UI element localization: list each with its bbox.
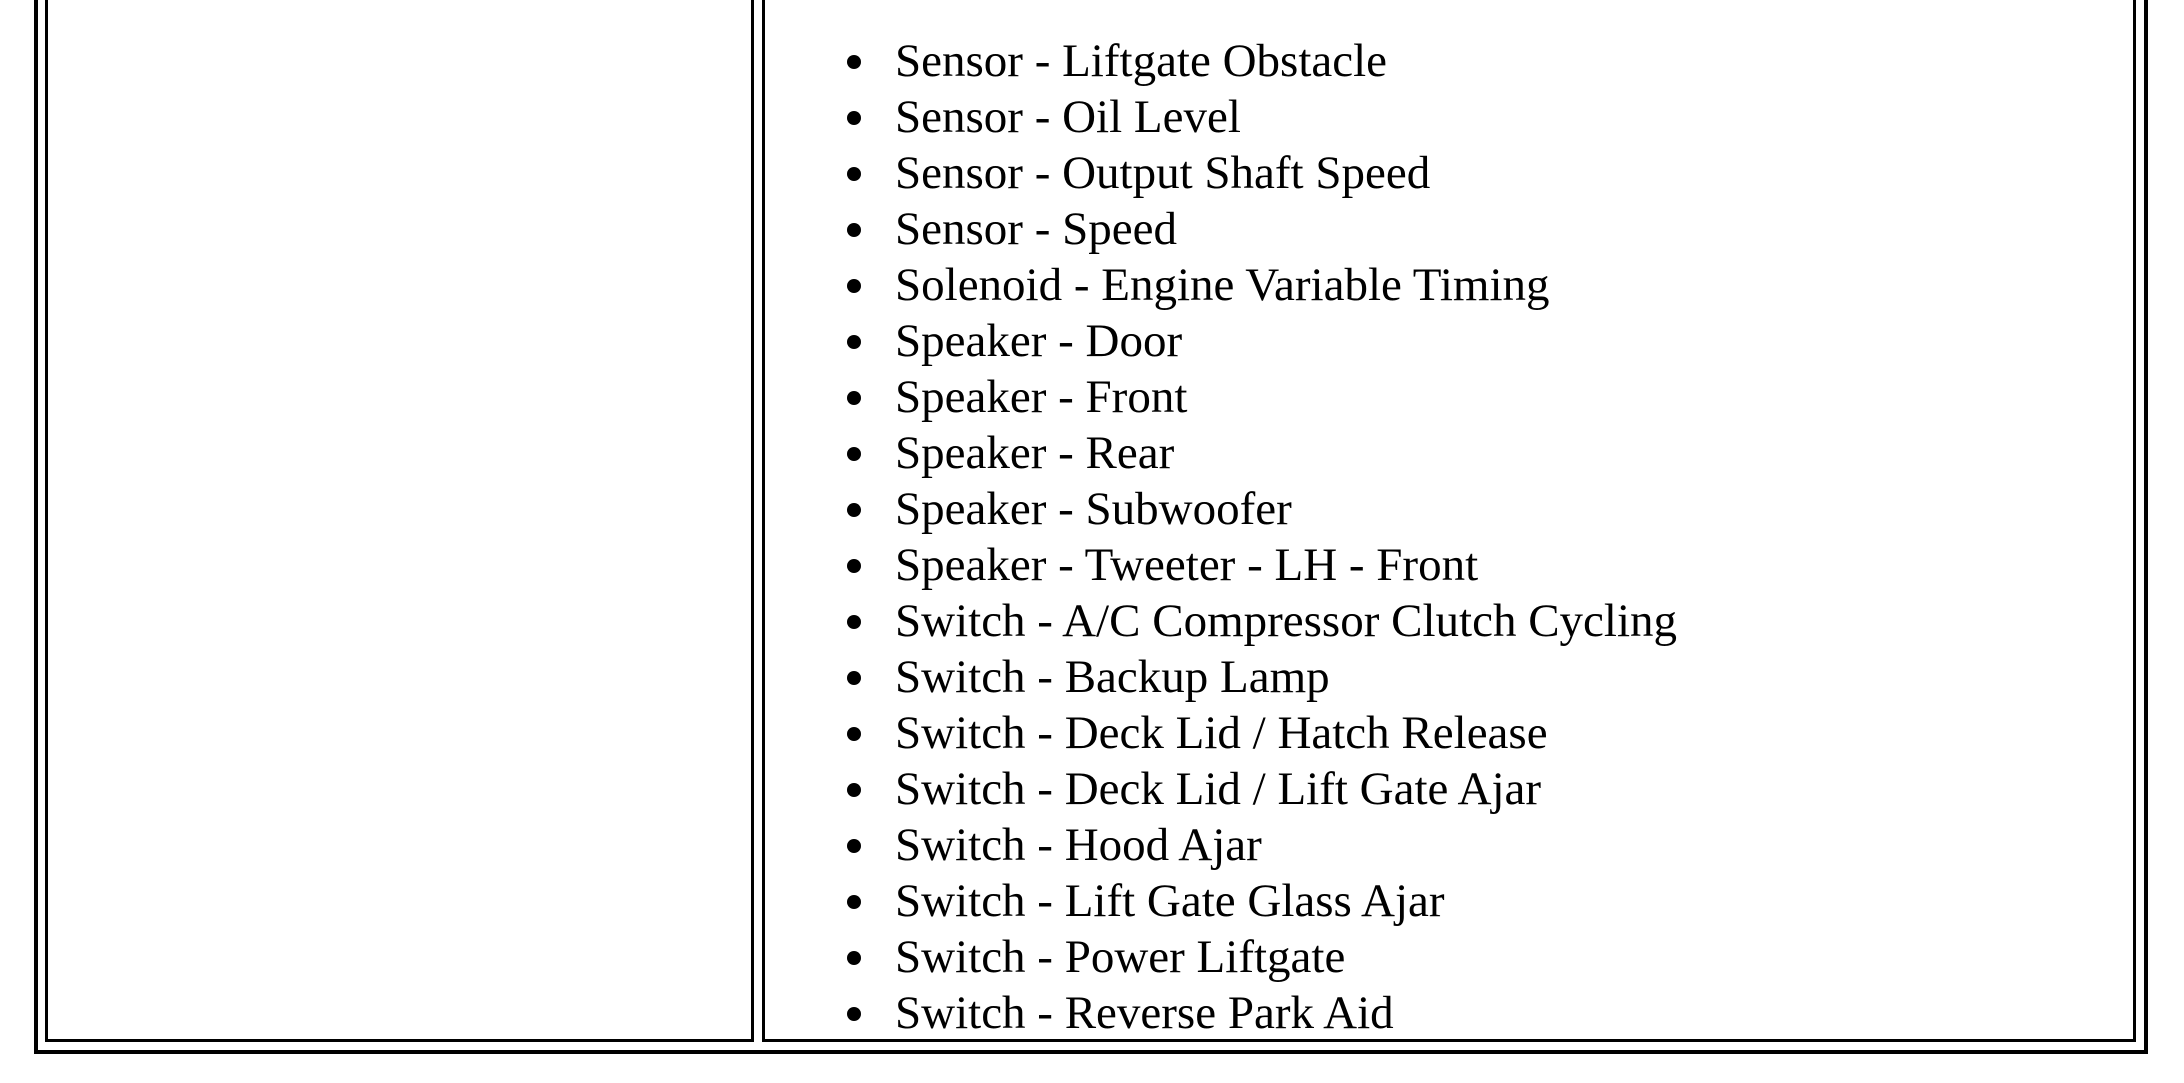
table-border-right-outer	[2144, 0, 2148, 1053]
table-border-bottom-left-inner	[45, 1039, 754, 1042]
bullet-icon	[847, 447, 861, 461]
list-item-label: Sensor - Speed	[895, 203, 1177, 255]
list-item-label: Solenoid - Engine Variable Timing	[895, 259, 1550, 311]
list-item-label: Switch - Deck Lid / Hatch Release	[895, 707, 1548, 759]
table-border-middle-left	[751, 0, 754, 1042]
bullet-icon	[847, 615, 861, 629]
bullet-icon	[847, 839, 861, 853]
list-item-label: Speaker - Subwoofer	[895, 483, 1292, 535]
list-item-label: Switch - Power Liftgate	[895, 931, 1346, 983]
list-item-label: Sensor - Liftgate Obstacle	[895, 35, 1388, 87]
bullet-icon	[847, 223, 861, 237]
bullet-icon	[847, 951, 861, 965]
bullet-icon	[847, 559, 861, 573]
list-item-label: Switch - Hood Ajar	[895, 819, 1262, 871]
list-item-label: Speaker - Rear	[895, 427, 1175, 479]
bullet-icon	[847, 279, 861, 293]
list-item-label: Switch - Reverse Park Aid	[895, 987, 1394, 1039]
bullet-icon	[847, 55, 861, 69]
list-item-label: Speaker - Door	[895, 315, 1183, 367]
list-item-label: Switch - Deck Lid / Lift Gate Ajar	[895, 763, 1542, 815]
list-item-label: Switch - Backup Lamp	[895, 651, 1330, 703]
bullet-icon	[847, 727, 861, 741]
table-cell-left	[48, 0, 751, 1039]
table-border-bottom-outer	[34, 1050, 2148, 1054]
bullet-icon	[847, 895, 861, 909]
list-item-label: Switch - Lift Gate Glass Ajar	[895, 875, 1445, 927]
list-item-label: Sensor - Output Shaft Speed	[895, 147, 1431, 199]
bullet-icon	[847, 783, 861, 797]
table-border-right-inner	[2133, 0, 2136, 1042]
bullet-icon	[847, 335, 861, 349]
bullet-icon	[847, 671, 861, 685]
list-item-label: Speaker - Tweeter - LH - Front	[895, 539, 1479, 591]
table-border-left-outer	[34, 0, 38, 1053]
bullet-icon	[847, 111, 861, 125]
bullet-icon	[847, 503, 861, 517]
bullet-icon	[847, 167, 861, 181]
list-item-label: Speaker - Front	[895, 371, 1188, 423]
bullet-icon	[847, 1007, 861, 1021]
bullet-icon	[847, 391, 861, 405]
table-cell-right	[765, 0, 2133, 1039]
list-item-label: Sensor - Oil Level	[895, 91, 1241, 143]
list-item-label: Switch - A/C Compressor Clutch Cycling	[895, 595, 1678, 647]
